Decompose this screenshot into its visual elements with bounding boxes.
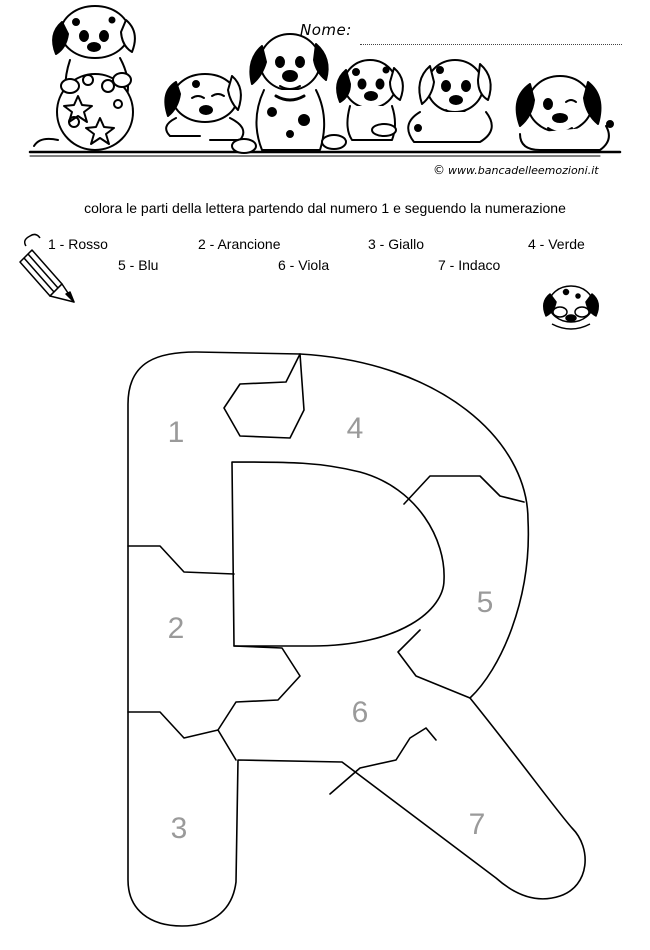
divider-2-3: [128, 712, 236, 760]
peeking-puppy-icon: [544, 286, 599, 329]
zone-number-5: 5: [476, 586, 494, 619]
pencil-icon: [20, 234, 74, 302]
legend-item-3: 3 - Giallo: [368, 236, 425, 252]
divider-1-2: [128, 546, 234, 574]
divider-1-4: [224, 354, 304, 438]
zone-number-4: 4: [346, 412, 364, 445]
zone-number-6: 6: [351, 696, 369, 729]
zone-number-3: 3: [170, 812, 188, 845]
zone-number-7: 7: [468, 808, 486, 841]
website-url[interactable]: www.bancadelleemozioni.it: [448, 164, 599, 177]
legend-item-5: 5 - Blu: [118, 257, 159, 273]
divider-2-6: [218, 646, 300, 730]
copyright-symbol: ©: [433, 163, 445, 177]
name-label: Nome:: [300, 21, 352, 39]
zone-number-1: 1: [167, 416, 185, 449]
legend-item-2: 2 - Arancione: [198, 236, 281, 252]
zone-number-2: 2: [167, 612, 185, 645]
divider-6-7: [330, 728, 436, 794]
letter-r-counter: [232, 462, 444, 646]
legend-item-4: 4 - Verde: [528, 236, 585, 252]
legend-item-1: 1 - Rosso: [48, 236, 108, 252]
legend-item-7: 7 - Indaco: [438, 257, 501, 273]
instruction-text: colora le parti della lettera partendo dal numero 1 e seguendo la numerazione: [84, 200, 566, 216]
legend-item-6: 6 - Viola: [278, 257, 330, 273]
divider-4-5: [404, 476, 524, 504]
divider-5-6: [398, 630, 470, 698]
